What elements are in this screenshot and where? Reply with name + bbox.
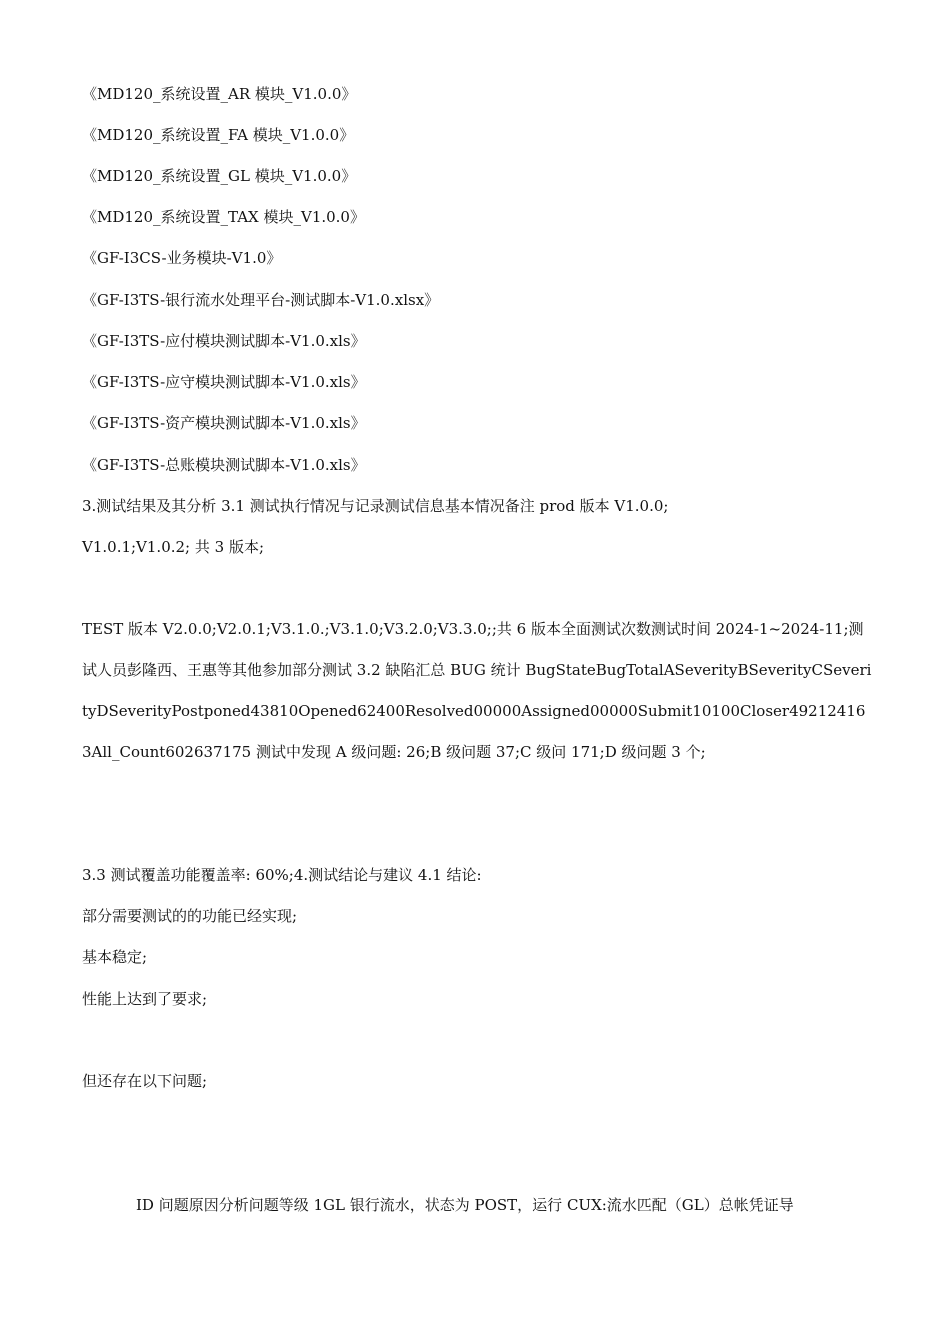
reference-fa-module: 《MD120_系统设置_FA 模块_V1.0.0》	[82, 126, 355, 144]
conclusion-item-performance: 性能上达到了要求;	[82, 990, 208, 1008]
reference-gl-script: 《GF-I3TS-总账模块测试脚本-V1.0.xls》	[82, 456, 366, 474]
section3-prod-line1: 3.测试结果及其分析 3.1 测试执行情况与记录测试信息基本情况备注 prod 版本 V1.0.0;	[82, 497, 669, 515]
conclusion-item-stable: 基本稳定;	[82, 948, 148, 966]
reference-tax-module: 《MD120_系统设置_TAX 模块_V1.0.0》	[82, 208, 365, 226]
reference-asset-script: 《GF-I3TS-资产模块测试脚本-V1.0.xls》	[82, 414, 366, 432]
reference-bank-flow-script: 《GF-I3TS-银行流水处理平台-测试脚本-V1.0.xlsx》	[82, 291, 440, 309]
issue-table-line: ID 问题原因分析问题等级 1GL 银行流水，状态为 POST，运行 CUX:流水匹配（GL）总帐凭证导	[136, 1196, 794, 1214]
section3-prod-line2: V1.0.1;V1.0.2; 共 3 版本;	[82, 538, 265, 556]
reference-ar-script: 《GF-I3TS-应守模块测试脚本-V1.0.xls》	[82, 373, 366, 391]
reference-business-module: 《GF-I3CS-业务模块-V1.0》	[82, 249, 282, 267]
problems-intro: 但还存在以下问题;	[82, 1072, 208, 1090]
reference-ar-module: 《MD120_系统设置_AR 模块_V1.0.0》	[82, 85, 357, 103]
section3-coverage-line: 3.3 测试覆盖功能覆盖率: 60%;4.测试结论与建议 4.1 结论:	[82, 866, 482, 884]
reference-gl-module: 《MD120_系统设置_GL 模块_V1.0.0》	[82, 167, 357, 185]
reference-ap-script: 《GF-I3TS-应付模块测试脚本-V1.0.xls》	[82, 332, 366, 350]
conclusion-item-implemented: 部分需要测试的的功能已经实现;	[82, 907, 298, 925]
section3-test-paragraph: TEST 版本 V2.0.0;V2.0.1;V3.1.0.;V3.1.0;V3.2.0;V3.3.0;;共 6 版本全面测试次数测试时间 2024-1~2024-11;测试人员彭隆西、王惠等其他参加部分测试 3.2 缺陷汇总 BUG 统计 BugStateBugTotalASeverityBSeverityCSeverityDSeverityPostponed43810Opened62400Resolved00000Assigned00000Submit10100Closer492124163All_Count602637175 测试中发现 A 级问题: 26;B 级问题 37;C 级问 171;D 级问题 3 个;	[82, 620, 872, 761]
